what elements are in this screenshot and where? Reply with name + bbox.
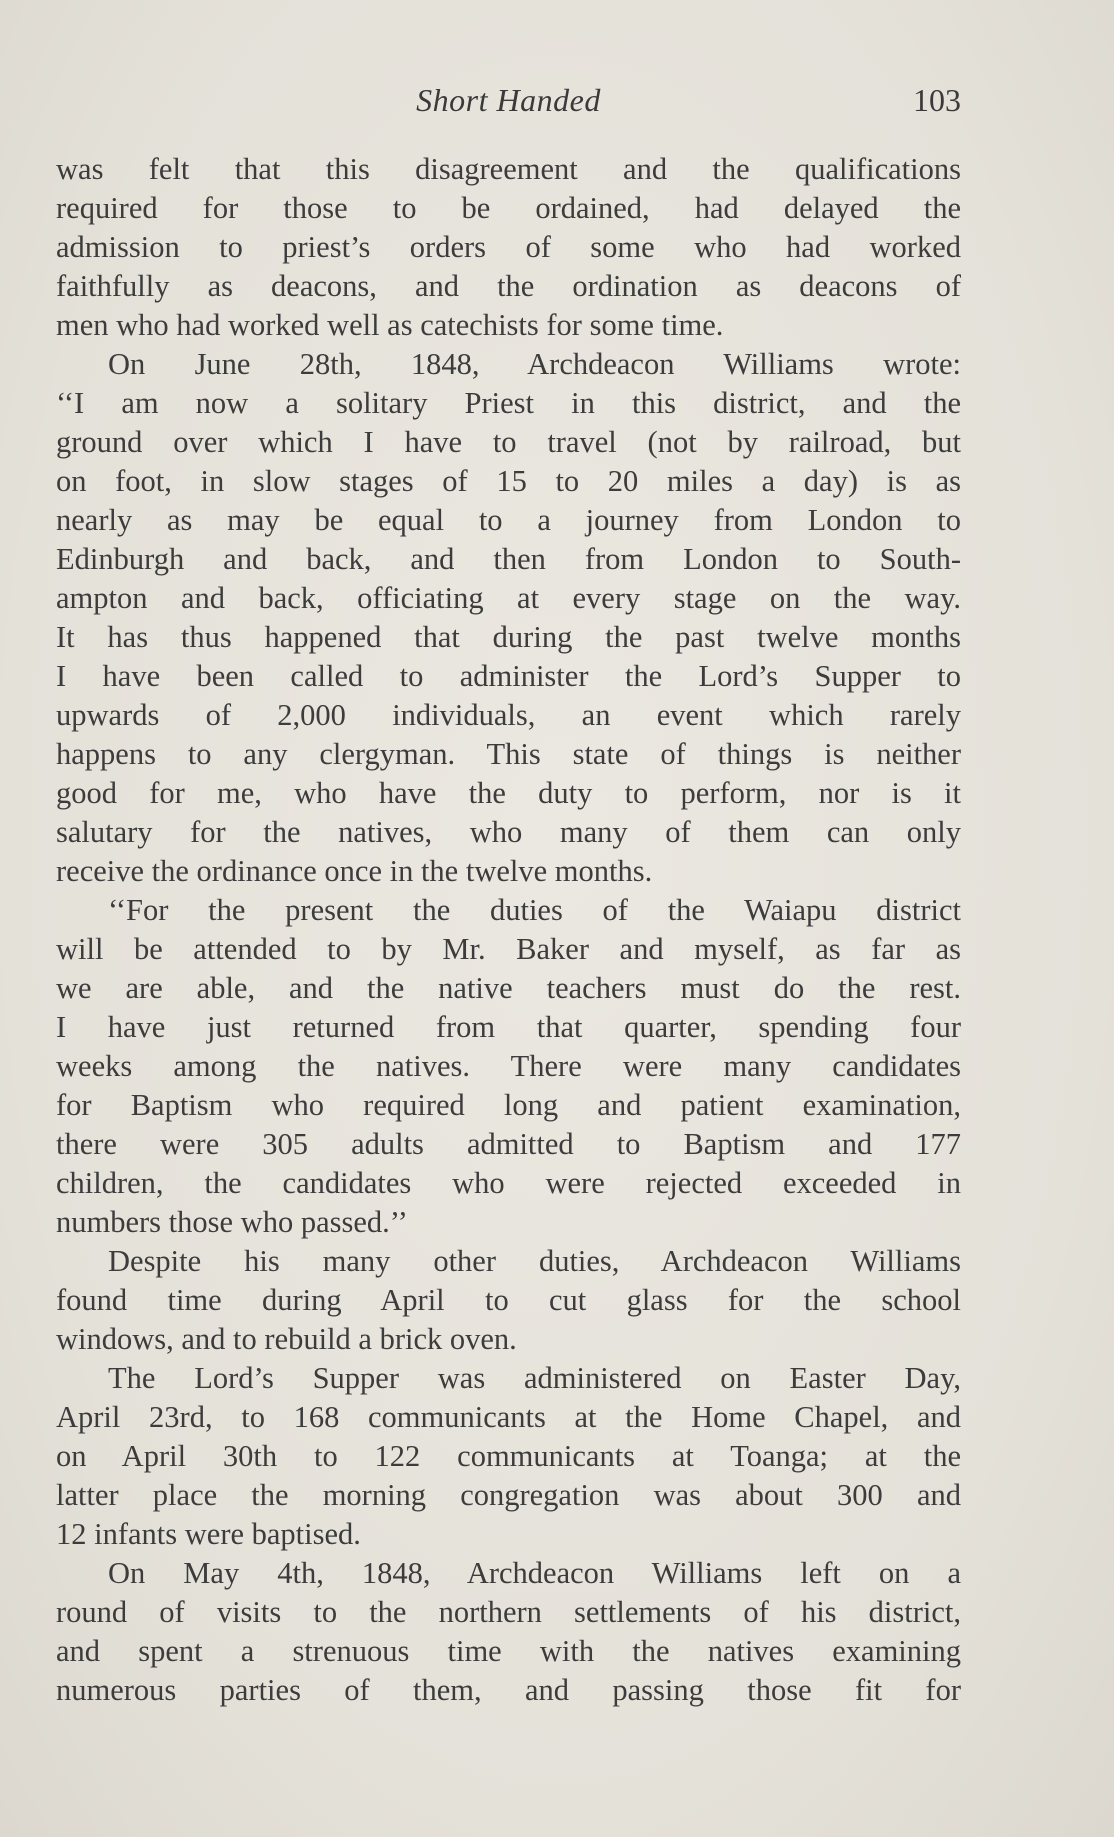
text-line: ampton and back, officiating at every stage on the way.	[56, 581, 961, 615]
running-title: Short Handed	[416, 82, 601, 118]
text-line: Despite his many other duties, Archdeacon Williams	[108, 1244, 961, 1278]
text-line: numbers those who passed.’’	[56, 1205, 408, 1239]
text-line: on foot, in slow stages of 15 to 20 miles a day) is as	[56, 464, 961, 498]
text-line: April 23rd, to 168 communicants at the Home Chapel, and	[56, 1400, 961, 1434]
text-line: windows, and to rebuild a brick oven.	[56, 1322, 517, 1356]
text-line: we are able, and the native teachers must do the rest.	[56, 971, 961, 1005]
text-line: salutary for the natives, who many of them can only	[56, 815, 961, 849]
text-line: found time during April to cut glass for the school	[56, 1283, 961, 1317]
text-line: there were 305 adults admitted to Baptism and 177	[56, 1127, 961, 1161]
text-line: ground over which I have to travel (not by railroad, but	[56, 425, 961, 459]
text-line: receive the ordinance once in the twelve months.	[56, 854, 653, 888]
text-line: and spent a strenuous time with the natives examining	[56, 1634, 961, 1668]
text-line: men who had worked well as catechists for some time.	[56, 308, 724, 342]
text-line: On May 4th, 1848, Archdeacon Williams left on a	[108, 1556, 961, 1590]
text-line: numerous parties of them, and passing those fit for	[56, 1673, 961, 1707]
text-line: will be attended to by Mr. Baker and myself, as far as	[56, 932, 961, 966]
text-line: ‘‘For the present the duties of the Waiapu district	[108, 893, 961, 927]
text-line: required for those to be ordained, had delayed the	[56, 191, 961, 225]
text-line: latter place the morning congregation was about 300 and	[56, 1478, 961, 1512]
text-line: children, the candidates who were rejected exceeded in	[56, 1166, 961, 1200]
text-line: It has thus happened that during the past twelve months	[56, 620, 961, 654]
text-line: round of visits to the northern settlements of his district,	[56, 1595, 961, 1629]
text-line: I have been called to administer the Lord’s Supper to	[56, 659, 961, 693]
text-line: happens to any clergyman. This state of things is neither	[56, 737, 961, 771]
text-line: for Baptism who required long and patient examination,	[56, 1088, 961, 1122]
text-line: ‘‘I am now a solitary Priest in this district, and the	[56, 386, 961, 420]
text-line: The Lord’s Supper was administered on Easter Day,	[108, 1361, 961, 1395]
text-line: Edinburgh and back, and then from London to South-	[56, 542, 961, 576]
text-line: weeks among the natives. There were many candidates	[56, 1049, 961, 1083]
text-line: 12 infants were baptised.	[56, 1517, 361, 1551]
text-line: I have just returned from that quarter, spending four	[56, 1010, 961, 1044]
text-line: admission to priest’s orders of some who had worked	[56, 230, 961, 264]
text-line: On June 28th, 1848, Archdeacon Williams wrote:	[108, 347, 961, 381]
page-header	[56, 82, 961, 126]
text-line: faithfully as deacons, and the ordination as deacons of	[56, 269, 961, 303]
text-line: on April 30th to 122 communicants at Toanga; at the	[56, 1439, 961, 1473]
text-line: good for me, who have the duty to perform, nor is it	[56, 776, 961, 810]
body-text	[56, 150, 961, 1710]
text-line: was felt that this disagreement and the qualifications	[56, 152, 961, 186]
text-line: upwards of 2,000 individuals, an event which rarely	[56, 698, 961, 732]
text-line: nearly as may be equal to a journey from London to	[56, 503, 961, 537]
page-number: 103	[913, 82, 961, 118]
